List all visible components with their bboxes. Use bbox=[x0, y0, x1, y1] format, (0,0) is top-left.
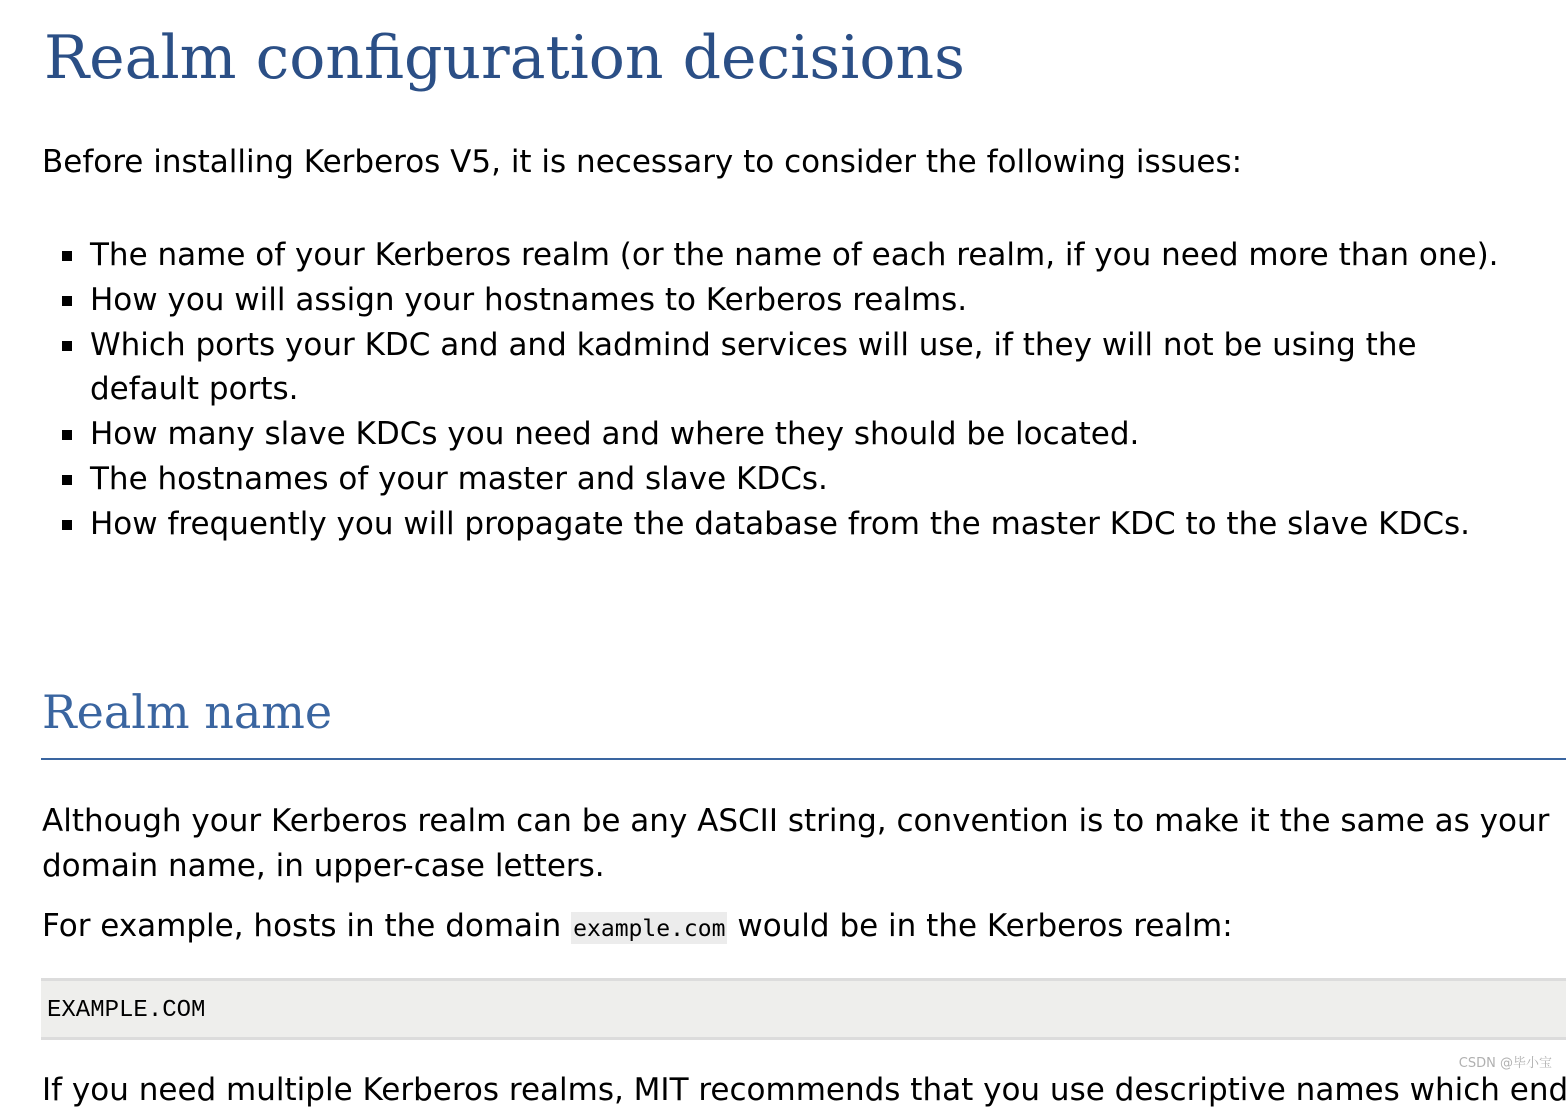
watermark: CSDN @毕小宝 bbox=[1458, 1056, 1552, 1071]
list-item: How frequently you will propagate the database from the master KDC to the slave KDCs. bbox=[42, 502, 1502, 547]
realm-name-paragraph: Although your Kerberos realm can be any ASCII string, convention is to make it the same as your domain name, in upper-case letters. bbox=[42, 803, 1550, 884]
code-block-text: EXAMPLE.COM bbox=[47, 997, 206, 1024]
truncated-paragraph: If you need multiple Kerberos realms, MIT recommends that you use descriptive names which end bbox=[42, 1072, 1568, 1108]
example-text-before: For example, hosts in the domain bbox=[42, 908, 572, 944]
list-item: The name of your Kerberos realm (or the name of each realm, if you need more than one). bbox=[42, 233, 1502, 278]
list-item: How many slave KDCs you need and where they should be located. bbox=[42, 412, 1502, 457]
issues-list bbox=[42, 233, 1502, 547]
list-item: Which ports your KDC and and kadmind services will use, if they will not be using the default ports. bbox=[42, 323, 1502, 413]
inline-code-domain: example.com bbox=[571, 912, 727, 944]
intro-paragraph: Before installing Kerberos V5, it is necessary to consider the following issues: bbox=[42, 144, 1243, 180]
page-title: Realm configuration decisions bbox=[44, 23, 965, 93]
list-item: How you will assign your hostnames to Kerberos realms. bbox=[42, 278, 1502, 323]
list-item: The hostnames of your master and slave KDCs. bbox=[42, 457, 1502, 502]
code-block bbox=[41, 978, 1566, 1040]
example-paragraph bbox=[42, 904, 1233, 952]
section-heading-realm-name: Realm name bbox=[42, 685, 333, 739]
example-text-after: would be in the Kerberos realm: bbox=[727, 908, 1233, 944]
section-divider bbox=[41, 758, 1566, 760]
